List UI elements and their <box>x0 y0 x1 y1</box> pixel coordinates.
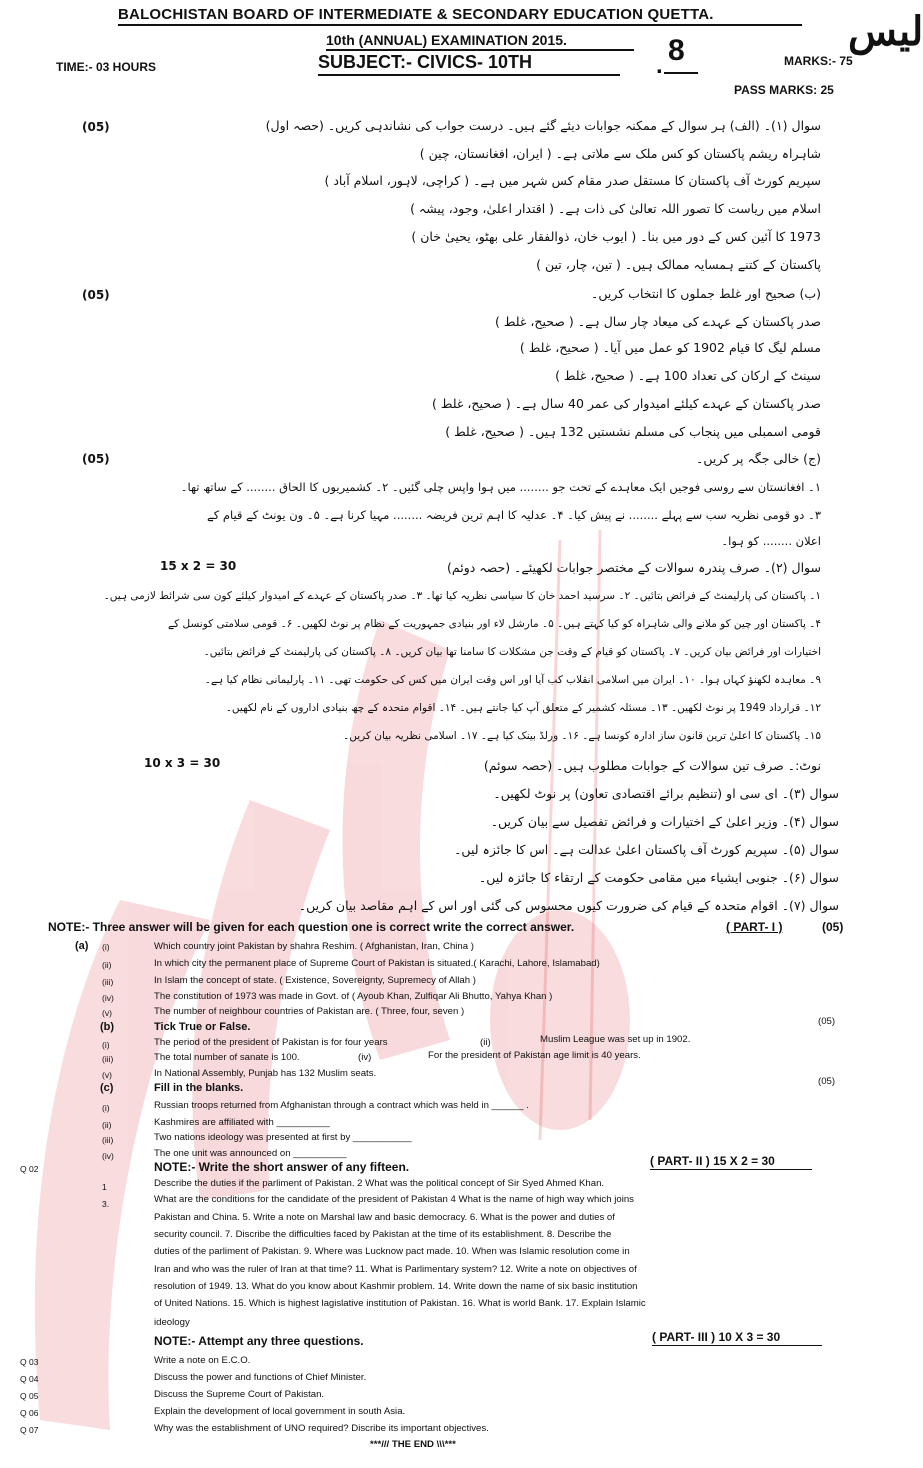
en-short-1: Describe the duties if the parliment of Pakistan. 2 What was the political concept of Sir Syed Ahmed Khan. <box>154 1178 605 1189</box>
urdu-short-5: ۱۲۔ قرارداد 1949 پر نوٹ لکھیں۔ ۱۳۔ مسئلہ کشمیر کے متعلق آپ کیا جانتے ہیں۔ ۱۴۔ اقوام متحدہ کے چھ بنیادی اداروں کے نام لکھیں۔ <box>225 702 821 714</box>
set-dot: . <box>656 52 663 79</box>
subject-underline <box>318 74 620 76</box>
en-q02-label: Q 02 <box>20 1164 39 1174</box>
set-underline <box>664 72 698 74</box>
en-tf-idx-4: (iv) <box>358 1052 372 1063</box>
en-fill-4: The one unit was announced on __________ <box>154 1148 347 1159</box>
the-end-label: ***/// THE END \\\*** <box>370 1439 456 1450</box>
urdu-q2-marks: 15 x 2 = 30 <box>160 559 237 573</box>
en-q06-label: Q 06 <box>20 1408 39 1418</box>
en-q07-label: Q 07 <box>20 1425 39 1435</box>
en-c-marks: (05) <box>818 1076 836 1087</box>
en-fill-idx-3: (iii) <box>102 1135 114 1145</box>
en-short-8: of United Nations. 15. Which is highest lagislative institution of Pakistan. 16. What is world Bank. 17. Explain Islamic <box>154 1298 646 1309</box>
en-tf-idx-1: (i) <box>102 1040 110 1050</box>
en-short-3: Pakistan and China. 5. Write a note on Marshal law and basic democracy. 6. What is the power and duties of <box>154 1212 615 1223</box>
exam-title: 10th (ANNUAL) EXAMINATION 2015. <box>326 32 567 48</box>
en-part1-marks: (05) <box>822 920 844 934</box>
urdu-tf-2: مسلم لیگ کا قیام 1902 کو عمل میں آیا۔ ( صحیح، غلط ) <box>519 340 821 355</box>
urdu-fill-3: اعلان ........ کو ہوا۔ <box>721 534 821 548</box>
en-short-4: security council. 7. Discribe the difficulties faced by Pakistan at the time of its establishment. 8. Describe the <box>154 1229 612 1240</box>
en-short-2: What are the conditions for the candidate of the president of Pakistan 4 What is the name of high way which joins <box>154 1194 634 1205</box>
urdu-short-2: ۴۔ پاکستان اور چین کو ملانے والی شاہراہ کو کیا کہتے ہیں۔ ۵۔ مارشل لاء اور بنیادی جمہوریت کے نظام پر نوٹ لکھیں۔ ۶۔ قومی سلامتی کونسل کے <box>168 618 821 630</box>
en-fill-idx-4: (iv) <box>102 1151 114 1161</box>
en-short-idx-1: 1 <box>102 1182 107 1192</box>
en-tf-3: The total number of sanate is 100. <box>154 1052 300 1063</box>
en-fill-idx-2: (ii) <box>102 1120 112 1130</box>
en-short-5: duties of the parliment of Pakistan. 9. Where was Lucknow pact made. 10. When was Islamic resolution come in <box>154 1246 630 1257</box>
en-q03-label: Q 03 <box>20 1357 39 1367</box>
en-mcq-idx-3: (iii) <box>102 977 114 987</box>
en-b-heading: Tick True or False. <box>154 1021 251 1033</box>
urdu-short-4: ۹۔ معاہدہ لکھنؤ کہاں ہوا۔ ۱۰۔ ایران میں اسلامی انقلاب کب آیا اور اس وقت ایران میں کس کی حکومت تھی۔ ۱۱۔ پارلیمانی نظام کیا ہے۔ <box>204 674 821 686</box>
en-short-6: Iran and who was the ruler of Iran at that time? 11. What is Parlimentary system? 12. Write a note on objectives of <box>154 1264 637 1275</box>
pass-marks-label: PASS MARKS: 25 <box>734 83 834 97</box>
en-mcq-idx-1: (i) <box>102 942 110 952</box>
urdu-mcq-4: 1973 کا آئین کس کے دور میں بنا۔ ( ایوب خان، ذوالفقار علی بھٹو، یحییٰ خان ) <box>411 229 821 244</box>
urdu-tf-4: صدر پاکستان کے عہدے کیلئے امیدوار کی عمر 40 سال ہے۔ ( صحیح، غلط ) <box>432 396 821 411</box>
en-mcq-idx-5: (v) <box>102 1008 112 1018</box>
en-note-2: NOTE:- Write the short answer of any fifteen. <box>154 1160 410 1174</box>
urdu-mcq-3: اسلام میں ریاست کا تصور اللہ تعالیٰ کی ذات ہے۔ ( اقتدار اعلیٰ، وجود، پیشہ ) <box>410 201 821 216</box>
urdu-mcq-2: سپریم کورٹ آف پاکستان کا مستقل صدر مقام کس شہر میں ہے۔ ( کراچی، لاہور، اسلام آباد ) <box>324 173 821 188</box>
urdu-q1-marks: (05) <box>82 120 110 134</box>
urdu-long-5: سوال (۵)۔ سپریم کورٹ آف پاکستان اعلیٰ عدالت ہے۔ اس کا جائزہ لیں۔ <box>454 842 839 857</box>
en-b-label: (b) <box>100 1021 115 1033</box>
urdu-long-6: سوال (۶)۔ جنوبی ایشیاء میں مقامی حکومت کے ارتقاء کا جائزہ لیں۔ <box>478 870 839 885</box>
en-long-3: Write a note on E.C.O. <box>154 1355 251 1366</box>
en-note-1: NOTE:- Three answer will be given for each question one is correct write the correct answer. <box>48 920 575 934</box>
urdu-mcq-1: شاہراہ ریشم پاکستان کو کس ملک سے ملاتی ہے۔ ( ایران، افغانستان، چین ) <box>419 146 821 161</box>
en-tf-5: In National Assembly, Punjab has 132 Muslim seats. <box>154 1068 377 1079</box>
urdu-tf-5: قومی اسمبلی میں پنجاب کی مسلم نشستیں 132 ہیں۔ ( صحیح، غلط ) <box>445 424 821 439</box>
en-tf-idx-3: (iii) <box>102 1054 114 1064</box>
set-number: 8 <box>668 34 685 67</box>
urdu-fill-heading: (ج) خالی جگہ پر کریں۔ <box>696 451 821 466</box>
urdu-short-3: اختیارات اور فرائض بیان کریں۔ ۷۔ پاکستان کو قیام کے وقت جن مشکلات کا سامنا تھا بیان کریں۔ ۸۔ پاکستان کی پارلیمنٹ کے فرائض بتائیں۔ <box>203 646 821 658</box>
en-note-3: NOTE:- Attempt any three questions. <box>154 1334 364 1348</box>
urdu-long-4: سوال (۴)۔ وزیر اعلیٰ کے اختیارات و فرائض تفصیل سے بیان کریں۔ <box>490 814 839 829</box>
en-short-9: ideology <box>154 1317 190 1328</box>
en-fill-3: Two nations ideology was presented at first by ___________ <box>154 1132 412 1143</box>
urdu-tf-3: سینٹ کے ارکان کی تعداد 100 ہے۔ ( صحیح، غلط ) <box>555 368 821 383</box>
time-label: TIME:- 03 HOURS <box>56 60 157 74</box>
en-q05-label: Q 05 <box>20 1391 39 1401</box>
urdu-q2-heading: سوال (۲)۔ صرف پندرہ سوالات کے مختصر جوابات لکھیئے۔ (حصہ دوئم) <box>447 560 821 575</box>
en-tf-4: For the president of Pakistan age limit is 40 years. <box>428 1050 641 1061</box>
en-mcq-2: In which city the permanent place of Supreme Court of Pakistan is situated.( Karachi, Lahore, Islamabad) <box>154 958 600 969</box>
en-tf-1: The period of the president of Pakistan is for four years <box>154 1037 388 1048</box>
en-mcq-3: In Islam the concept of state. ( Existence, Sovereignty, Supremecy of Allah ) <box>154 975 476 986</box>
en-q04-label: Q 04 <box>20 1374 39 1384</box>
urdu-short-1: ۱۔ پاکستان کی پارلیمنٹ کے فرائض بتائیں۔ ۲۔ سرسید احمد خان کا سیاسی نظریہ کیا تھا۔ ۳۔ صدر پاکستان کے عہدے کے امیدوار کیلئے کون سی شرائط لازمی ہیں۔ <box>103 590 821 602</box>
en-tf-idx-5: (v) <box>102 1070 112 1080</box>
en-long-4: Discuss the power and functions of Chief Minister. <box>154 1372 367 1383</box>
part2-underline <box>650 1169 812 1170</box>
board-title: BALOCHISTAN BOARD OF INTERMEDIATE & SECONDARY EDUCATION QUETTA. <box>118 6 714 23</box>
urdu-tf-marks: (05) <box>82 288 110 302</box>
en-long-5: Discuss the Supreme Court of Pakistan. <box>154 1389 325 1400</box>
part3-underline <box>652 1345 822 1346</box>
urdu-fill-2: ۳۔ دو قومی نظریہ سب سے پہلے ........ نے پیش کیا۔ ۴۔ عدلیہ کا اہم ترین فریضہ ........ مہیا کرنا ہے۔ ۵۔ ون یونٹ کے قیام کے <box>206 508 821 522</box>
en-tf-idx-2: (ii) <box>480 1037 491 1048</box>
en-fill-2: Kashmires are affiliated with __________ <box>154 1117 330 1128</box>
urdu-fill-1: ۱۔ افغانستان سے روسی فوجیں ایک معاہدے کے تحت جو ........ میں ہوا واپس چلی گئیں۔ ۲۔ کشمیریوں کا الحاق ........ کے ساتھ تھا۔ <box>180 480 821 494</box>
en-b-marks: (05) <box>818 1016 836 1027</box>
urdu-long-3: سوال (۳)۔ ای سی او (تنظیم برائے اقتصادی تعاون) پر نوٹ لکھیں۔ <box>493 786 839 801</box>
urdu-q3-marks: 10 x 3 = 30 <box>144 756 221 770</box>
en-c-label: (c) <box>100 1082 114 1094</box>
en-fill-1: Russian troops returned from Afghanistan through a contract which was held in ______ . <box>154 1100 529 1111</box>
urdu-long-7: سوال (۷)۔ اقوام متحدہ کے قیام کی ضرورت کیوں محسوس کی گئی اور اس کے اہم مقاصد بیان کریں۔ <box>298 898 839 913</box>
en-part3-label: ( PART- III ) 10 X 3 = 30 <box>652 1330 781 1344</box>
urdu-short-6: ۱۵۔ پاکستان کا اعلیٰ ترین قانون ساز ادارہ کونسا ہے۔ ۱۶۔ ورلڈ بینک کیا ہے۔ ۱۷۔ اسلامی نظریہ بیان کریں۔ <box>343 730 821 742</box>
urdu-tf-heading: (ب) صحیح اور غلط جملوں کا انتخاب کریں۔ <box>591 286 821 301</box>
en-part1-label: ( PART- I ) <box>726 920 783 934</box>
en-part2-label: ( PART- II ) 15 X 2 = 30 <box>650 1154 775 1168</box>
subject-title: SUBJECT:- CIVICS- 10TH <box>318 52 533 72</box>
en-short-7: resolution of 1949. 13. What do you know about Kashmir problem. 14. Write down the name of six basic institution <box>154 1281 638 1292</box>
en-long-6: Explain the development of local government in south Asia. <box>154 1406 406 1417</box>
en-c-heading: Fill in the blanks. <box>154 1082 244 1094</box>
corner-handwritten-mark: لیس <box>848 8 923 55</box>
en-mcq-4: The constitution of 1973 was made in Govt. of ( Ayoub Khan, Zulfiqar Ali Bhutto, Yahya Khan ) <box>154 991 553 1002</box>
en-long-7: Why was the establishment of UNO required? Discribe its important objectives. <box>154 1423 489 1434</box>
en-tf-2: Muslim League was set up in 1902. <box>540 1034 691 1045</box>
en-a-label: (a) <box>75 940 89 952</box>
urdu-tf-1: صدر پاکستان کے عہدے کی میعاد چار سال ہے۔ ( صحیح، غلط ) <box>495 314 821 329</box>
exam-underline <box>326 49 634 51</box>
en-mcq-1: Which country joint Pakistan by shahra Reshim. ( Afghanistan, Iran, China ) <box>154 941 474 952</box>
en-short-idx-3: 3. <box>102 1199 110 1209</box>
board-underline <box>118 24 802 26</box>
urdu-q1-heading: سوال (۱)۔ (الف) ہر سوال کے ممکنہ جوابات دیئے گئے ہیں۔ درست جواب کی نشاندہی کریں۔ (حصہ اول) <box>265 118 821 133</box>
en-mcq-idx-4: (iv) <box>102 993 114 1003</box>
en-mcq-idx-2: (ii) <box>102 960 112 970</box>
urdu-fill-marks: (05) <box>82 452 110 466</box>
urdu-q3-heading: نوٹ:۔ صرف تین سوالات کے جوابات مطلوب ہیں۔ (حصہ سوئم) <box>483 758 821 773</box>
en-mcq-5: The number of neighbour countries of Pakistan are. ( Three, four, seven ) <box>154 1006 465 1017</box>
urdu-mcq-5: پاکستان کے کتنے ہمسایہ ممالک ہیں۔ ( تین، چار، تین ) <box>536 257 821 272</box>
en-fill-idx-1: (i) <box>102 1103 110 1113</box>
marks-label: MARKS:- 75 <box>784 54 853 68</box>
